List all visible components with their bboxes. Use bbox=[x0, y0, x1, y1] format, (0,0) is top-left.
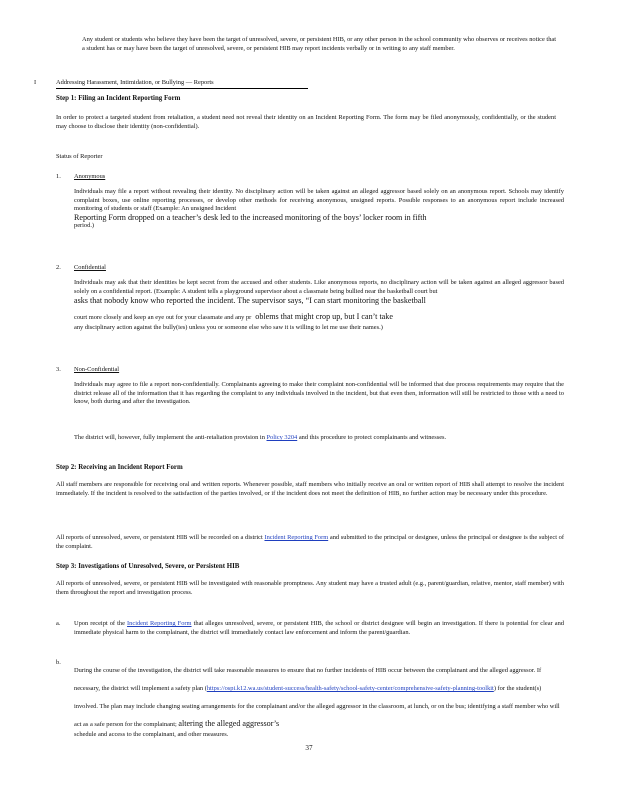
item2-text: Individuals may ask that their identities be kept secret from the accused and other students. Like anonymous reports, no disciplinary action will be taken against an alleged aggressor based solely on a confidential report. (Example: A student tells a playground supervisor about a classmate being bullied near the basketball court but bbox=[74, 279, 564, 295]
item3-text: Individuals may agree to file a report non-confidentially. Complainants agreeing to make their complaint non-confidential will be informed that due process requirements may require that the district release all of the information that it has regarding the complaint to any individuals involved in the incident, but that even then, information will still be restricted to those with a need to know, both during and after the investigation. bbox=[74, 381, 564, 406]
step3-b-text bbox=[74, 667, 560, 728]
item2-text-large2: oblems that might crop up, but I can’t take bbox=[255, 311, 393, 321]
item3-text2-post: and this procedure to protect complainants and witnesses. bbox=[298, 434, 447, 441]
item2-number: 2. bbox=[56, 264, 61, 271]
incident-form-link-2[interactable]: Incident Reporting Form bbox=[127, 620, 192, 627]
step1-heading: Step 1: Filing an Incident Reporting Form bbox=[56, 95, 181, 102]
step2-para2-pre: All reports of unresolved, severe, or persistent HIB will be recorded on a district bbox=[56, 534, 263, 541]
page-number: 37 bbox=[305, 744, 313, 752]
item1-text: Individuals may file a report without revealing their identity. No disciplinary action will be taken against an alleged aggressor based solely on an anonymous report. Schools may identify complaint boxes, use online reporting processes, or develop other methods for receiving anonymous, unsigned reports. Possible responses to an anonymous report include increased monitoring of students or staff (Example: An unsigned Incident bbox=[74, 188, 564, 213]
intro-paragraph: Any student or students who believe they have been the target of unresolved, severe, or persistent HIB, or any other person in the school community who observes or receives notice that a student has or may have been the target of unresolved, severe, or persistent HIB may report incidents verbally or in writing to any staff member. bbox=[82, 36, 556, 52]
status-label: Status of Reporter bbox=[56, 153, 103, 160]
section-numeral: I bbox=[34, 79, 37, 86]
step3-b-body bbox=[74, 659, 564, 740]
section-title: Addressing Harassment, Intimidation, or Bullying — Reports bbox=[56, 79, 214, 86]
item3-text2 bbox=[74, 434, 564, 443]
policy-link[interactable]: Policy 3204 bbox=[266, 434, 298, 441]
item2-title: Confidential bbox=[74, 264, 106, 271]
step3-b-mid: ) for the student(s) involved. The plan may include changing seating arrangements for the complainant and/or the alleged aggressor in the classroom, at lunch, or on the bus; identifying a staff member who will act as a safe person for the complainant; bbox=[74, 685, 560, 728]
step3-a-letter: a. bbox=[56, 620, 61, 627]
safety-toolkit-link[interactable]: https://ospi.k12.wa.us/student-success/health-safety/school-safety-center/comprehensive-safety-planning-toolkit bbox=[206, 685, 494, 692]
section-underline bbox=[56, 88, 308, 89]
item3-number: 3. bbox=[56, 366, 61, 373]
step2-paragraph2 bbox=[56, 534, 564, 551]
step3-b-letter: b. bbox=[56, 659, 61, 666]
item1-text-tail: period.) bbox=[74, 222, 95, 230]
step2-para2-post: and submitted to the principal or designee, unless the principal or designee is the subject of the complaint. bbox=[56, 534, 564, 550]
incident-form-link[interactable]: Incident Reporting Form bbox=[264, 534, 329, 541]
step3-b-large: altering the alleged aggressor’s bbox=[178, 719, 280, 728]
step3-a-pre: Upon receipt of the bbox=[74, 620, 125, 627]
item2-body bbox=[74, 279, 564, 332]
step2-paragraph1: All staff members are responsible for receiving oral and written reports. Whenever possible, staff members who initially receive an oral or written report of HIB shall attempt to resolve the incident immediately. If the incident is resolved to the satisfaction of the parties involved, or if the incident does not meet the definition of HIB, no further action may be necessary under this procedure. bbox=[56, 481, 564, 497]
step1-paragraph: In order to protect a targeted student from retaliation, a student need not reveal their identity on an Incident Reporting Form. The form may be filed anonymously, confidentially, or the student may choose to disclose their identity (non-confidential). bbox=[56, 114, 556, 130]
item2-text-mid: court more closely and keep an eye out for your classmate and any pr bbox=[74, 313, 252, 321]
item1-text-large: Reporting Form dropped on a teacher’s desk led to the increased monitoring of the boys’ locker room in fifth bbox=[74, 212, 427, 222]
step3-paragraph: All reports of unresolved, severe, or persistent HIB will be investigated with reasonable promptness. Any student may have a trusted adult (e.g., parent/guardian, relative, mentor, staff member) with them throughout the report and investigation process. bbox=[56, 580, 564, 596]
item2-text-tail: any disciplinary action against the bully(ies) unless you or someone else who saw it is willing to let me use their names.) bbox=[74, 323, 383, 331]
step3-b-tail: schedule and access to the complainant, and other measures. bbox=[74, 731, 229, 738]
item2-text-large: asks that nobody know who reported the incident. The supervisor says, “I can start monitoring the basketball bbox=[74, 296, 426, 306]
step2-heading: Step 2: Receiving an Incident Report Form bbox=[56, 464, 183, 471]
step3-a-post: that alleges unresolved, severe, or persistent HIB, the school or district designee will begin an investigation. If there is potential for clear and immediate physical harm to the complainant, the district will immediately contact law enforcement and inform the parent/guardian. bbox=[74, 620, 564, 636]
step3-heading: Step 3: Investigations of Unresolved, Severe, or Persistent HIB bbox=[56, 563, 240, 570]
step3-a-text bbox=[74, 620, 564, 637]
item1-title: Anonymous bbox=[74, 173, 106, 180]
item1-number: 1. bbox=[56, 173, 61, 180]
item3-text2-pre: The district will, however, fully implement the anti-retaliation provision in bbox=[74, 434, 265, 441]
item1-body bbox=[74, 188, 564, 231]
item3-title: Non-Confidential bbox=[74, 366, 120, 373]
step3-b-pre: During the course of the investigation, the district will take reasonable measures to ensure that no further incidents of HIB occur between the complainant and the alleged aggressor. If necessary, the district will implement a safety plan ( bbox=[74, 667, 542, 692]
